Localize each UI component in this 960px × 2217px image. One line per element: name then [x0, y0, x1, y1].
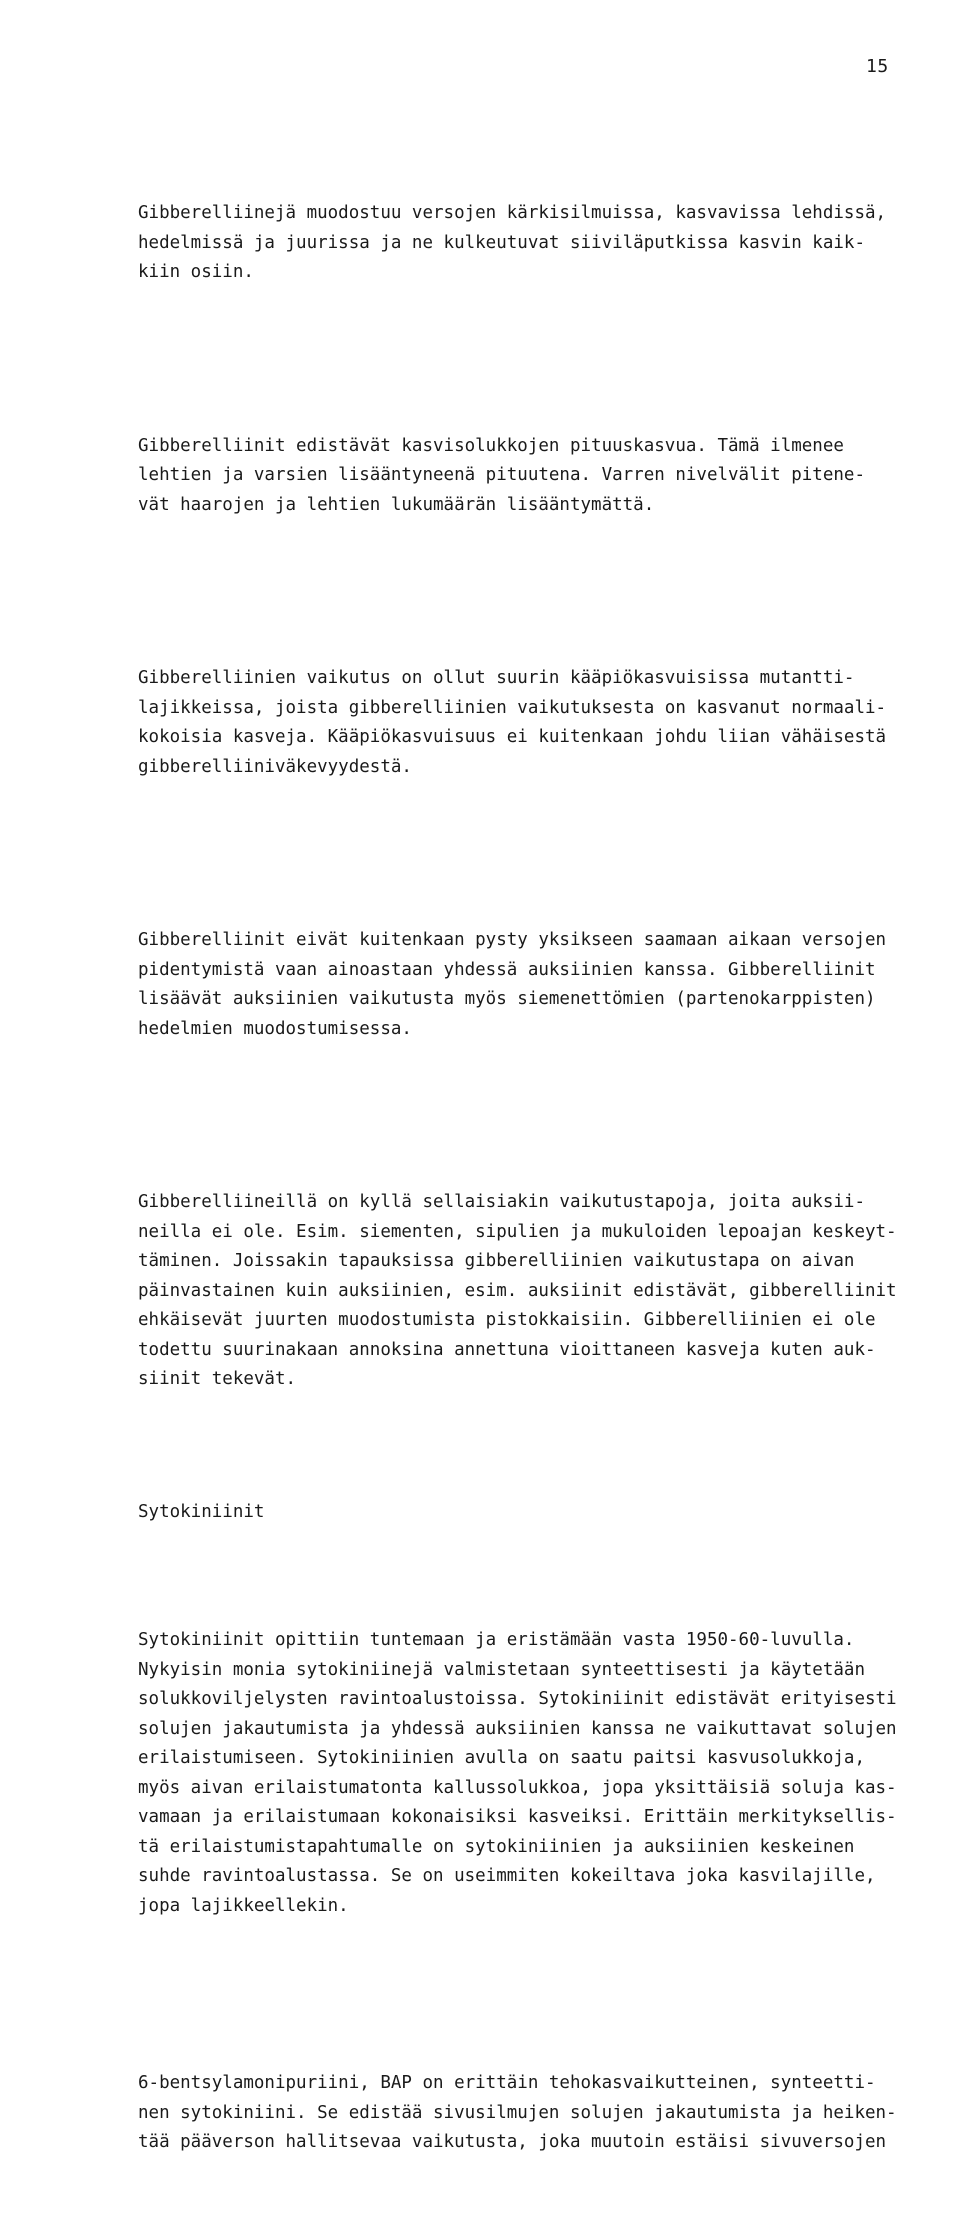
paragraph-cytokinin-intro — [138, 1567, 897, 1980]
paragraph-gibberellin-auxin-cooperation — [138, 867, 887, 1103]
text-line: lajikkeissa, joista gibberelliinien vaikutuksesta on kasvanut normaali- — [138, 697, 887, 718]
text-line: siinit tekevät. — [138, 1369, 297, 1389]
text-line: Gibberelliinien vaikutus on ollut suurin kääpiökasvuisissa mutantti- — [138, 668, 855, 688]
text-line: solukkoviljelysten ravintoalustoissa. Sytokiniinit edistävät erityisesti — [138, 1689, 897, 1709]
text-line: kokoisia kasveja. Kääpiökasvuisuus ei kuitenkaan johdu liian vähäisestä — [138, 727, 887, 747]
paragraph-gibberellin-dwarf-mutants — [138, 605, 887, 841]
text-line: jopa lajikkeellekin. — [138, 1895, 349, 1916]
text-line: Gibberelliinit edistävät kasvisolukkojen pituuskasvua. Tämä ilmenee — [138, 435, 844, 456]
paragraph-gibberellin-growth — [138, 373, 865, 580]
text-line: Gibberelliineillä on kyllä sellaisiakin vaikutustapoja, joita auksii- — [138, 1192, 865, 1212]
text-line: hedelmien muodostumisessa. — [138, 1018, 412, 1039]
text-line: täminen. Joissakin tapauksissa gibberelliinien vaikutustapa on aivan — [138, 1251, 855, 1271]
text-line: erilaistumiseen. Sytokiniinien avulla on saatu paitsi kasvusolukkoja, — [138, 1748, 865, 1768]
text-line: vät haarojen ja lehtien lukumäärän lisääntymättä. — [138, 494, 655, 515]
text-line: kiin osiin. — [138, 262, 254, 282]
text-line: lisäävät auksiinien vaikutusta myös siemenettömien (partenokarppisten) — [138, 989, 876, 1009]
text-line: solujen jakautumista ja yhdessä auksiinien kanssa ne vaikuttavat solujen — [138, 1718, 897, 1739]
paragraph-gibberellin-origin — [138, 140, 887, 347]
page-body — [138, 140, 897, 2217]
text-line: lehtien ja varsien lisääntyneenä pituutena. Varren nivelvälit pitene- — [138, 465, 865, 485]
text-line: pidentymistä vaan ainoastaan yhdessä auksiinien kanssa. Gibberelliinit — [138, 959, 876, 980]
text-line: myös aivan erilaistumatonta kallussolukkoa, jopa yksittäisiä soluja kas- — [138, 1777, 897, 1798]
text-line: Gibberelliinit eivät kuitenkaan pysty yksikseen saamaan aikaan versojen — [138, 930, 887, 950]
text-line: Sytokiniinit opittiin tuntemaan ja eristämään vasta 1950-60-luvulla. — [138, 1630, 855, 1650]
text-line: Nykyisin monia sytokiniinejä valmistetaan synteettisesti ja käytetään — [138, 1659, 865, 1680]
paragraph-gibberellin-unique-effects — [138, 1129, 897, 1454]
page-number: 15 — [866, 56, 889, 77]
text-line: neilla ei ole. Esim. siementen, sipulien ja mukuloiden lepoajan keskeyt- — [138, 1221, 897, 1242]
text-line: tä erilaistumistapahtumalle on sytokiniinien ja auksiinien keskeinen — [138, 1836, 855, 1857]
text-line: hedelmissä ja juurissa ja ne kulkeutuvat siiviläputkissa kasvin kaik- — [138, 232, 865, 253]
text-line: tää pääverson hallitsevaa vaikutusta, joka muutoin estäisi sivuversojen — [138, 2132, 887, 2152]
text-line: todettu suurinakaan annoksina annettuna vioittaneen kasveja kuten auk- — [138, 1339, 876, 1360]
paragraph-bap — [138, 2010, 897, 2217]
text-line: nen sytokiniini. Se edistää sivusilmujen solujen jakautumista ja heiken- — [138, 2102, 897, 2123]
text-line: vamaan ja erilaistumaan kokonaisiksi kasveiksi. Erittäin merkityksellis- — [138, 1807, 897, 1827]
text-line: Gibberelliinejä muodostuu versojen kärkisilmuissa, kasvavissa lehdissä, — [138, 203, 887, 223]
text-line: 6-bentsylamonipuriini, BAP on erittäin tehokasvaikutteinen, synteetti- — [138, 2073, 876, 2093]
text-line: gibberelliiniväkevyydestä. — [138, 756, 412, 777]
text-line: suhde ravintoalustassa. Se on useimmiten kokeiltava joka kasvilajille, — [138, 1866, 876, 1886]
section-heading-cytokinins: Sytokiniinit — [138, 1501, 265, 1522]
text-line: ehkäisevät juurten muodostumista pistokkaisiin. Gibberelliinien ei ole — [138, 1310, 876, 1330]
text-line: päinvastainen kuin auksiinien, esim. auksiinit edistävät, gibberelliinit — [138, 1280, 897, 1301]
